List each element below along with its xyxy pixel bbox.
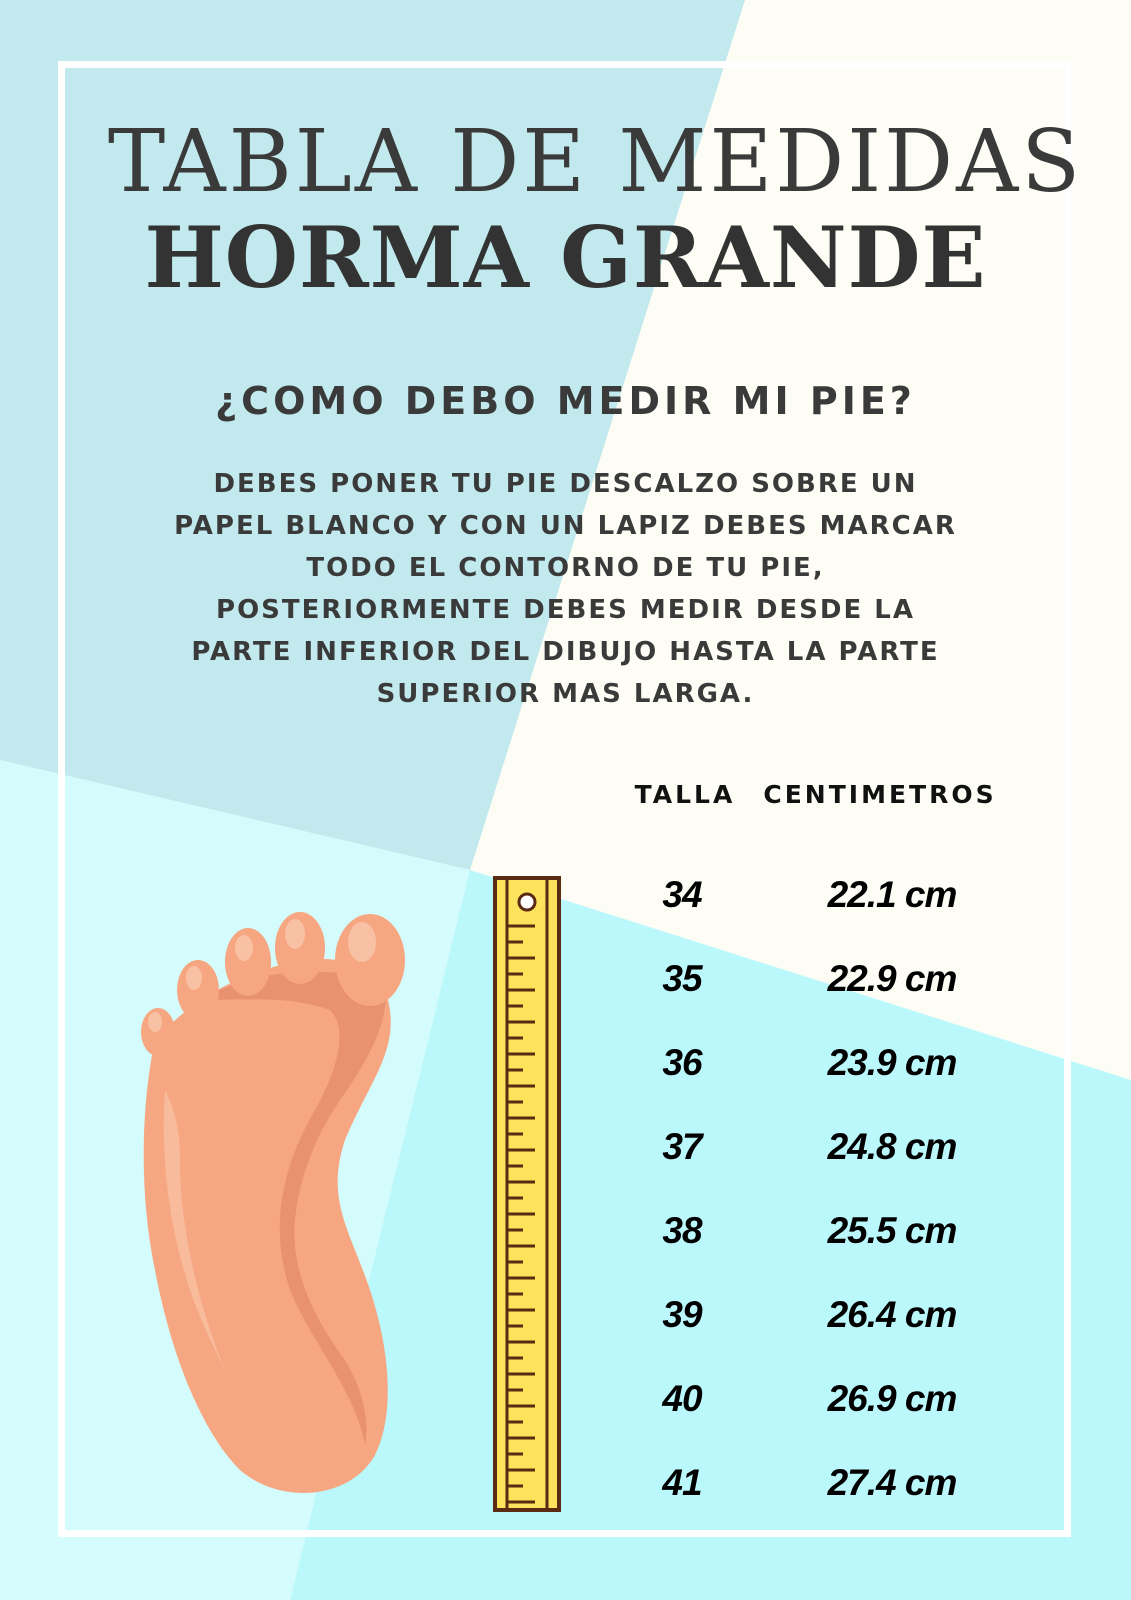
toe-little-highlight — [148, 1012, 162, 1032]
instruction-line: SUPERIOR MAS LARGA. — [376, 679, 755, 709]
length-value: 25.5 cm — [827, 1210, 957, 1251]
instruction-line: TODO EL CONTORNO DE TU PIE, — [306, 553, 825, 583]
length-value: 26.4 cm — [827, 1294, 957, 1335]
column-header-length: CENTIMETROS — [763, 780, 997, 809]
length-value: 26.9 cm — [827, 1378, 957, 1419]
instruction-line: DEBES PONER TU PIE DESCALZO SOBRE UN — [213, 469, 918, 499]
length-value: 22.1 cm — [827, 874, 957, 915]
instruction-line: PAPEL BLANCO Y CON UN LAPIZ DEBES MARCAR — [174, 511, 957, 541]
page-title: TABLA DE MEDIDAS — [107, 112, 1084, 212]
ruler-hole — [519, 894, 535, 910]
size-value: 34 — [662, 874, 702, 915]
toe-big-highlight — [348, 922, 376, 962]
instruction-line: PARTE INFERIOR DEL DIBUJO HASTA LA PARTE — [191, 637, 940, 667]
length-value: 24.8 cm — [827, 1126, 957, 1167]
size-value: 40 — [662, 1378, 702, 1419]
foot-sole-icon — [130, 870, 430, 1510]
column-header-size: TALLA — [634, 780, 736, 809]
size-value: 35 — [662, 958, 702, 999]
size-value: 37 — [662, 1126, 702, 1167]
size-value: 38 — [662, 1210, 702, 1251]
length-value: 23.9 cm — [827, 1042, 957, 1083]
toe-second-highlight — [285, 919, 305, 949]
length-value: 27.4 cm — [827, 1462, 957, 1503]
size-value: 36 — [662, 1042, 702, 1083]
ruler-body — [495, 878, 559, 1510]
ruler-icon — [490, 876, 570, 1516]
instructions-text — [120, 463, 1011, 715]
page-subtitle-horma: HORMA GRANDE — [144, 208, 987, 307]
toe-third-highlight — [235, 935, 253, 961]
length-value: 22.9 cm — [827, 958, 957, 999]
size-value: 39 — [662, 1294, 702, 1335]
size-value: 41 — [662, 1462, 702, 1503]
instruction-line: POSTERIORMENTE DEBES MEDIR DESDE LA — [216, 595, 915, 625]
how-to-measure-heading: ¿COMO DEBO MEDIR MI PIE? — [215, 379, 916, 423]
toe-fourth-highlight — [186, 966, 202, 990]
